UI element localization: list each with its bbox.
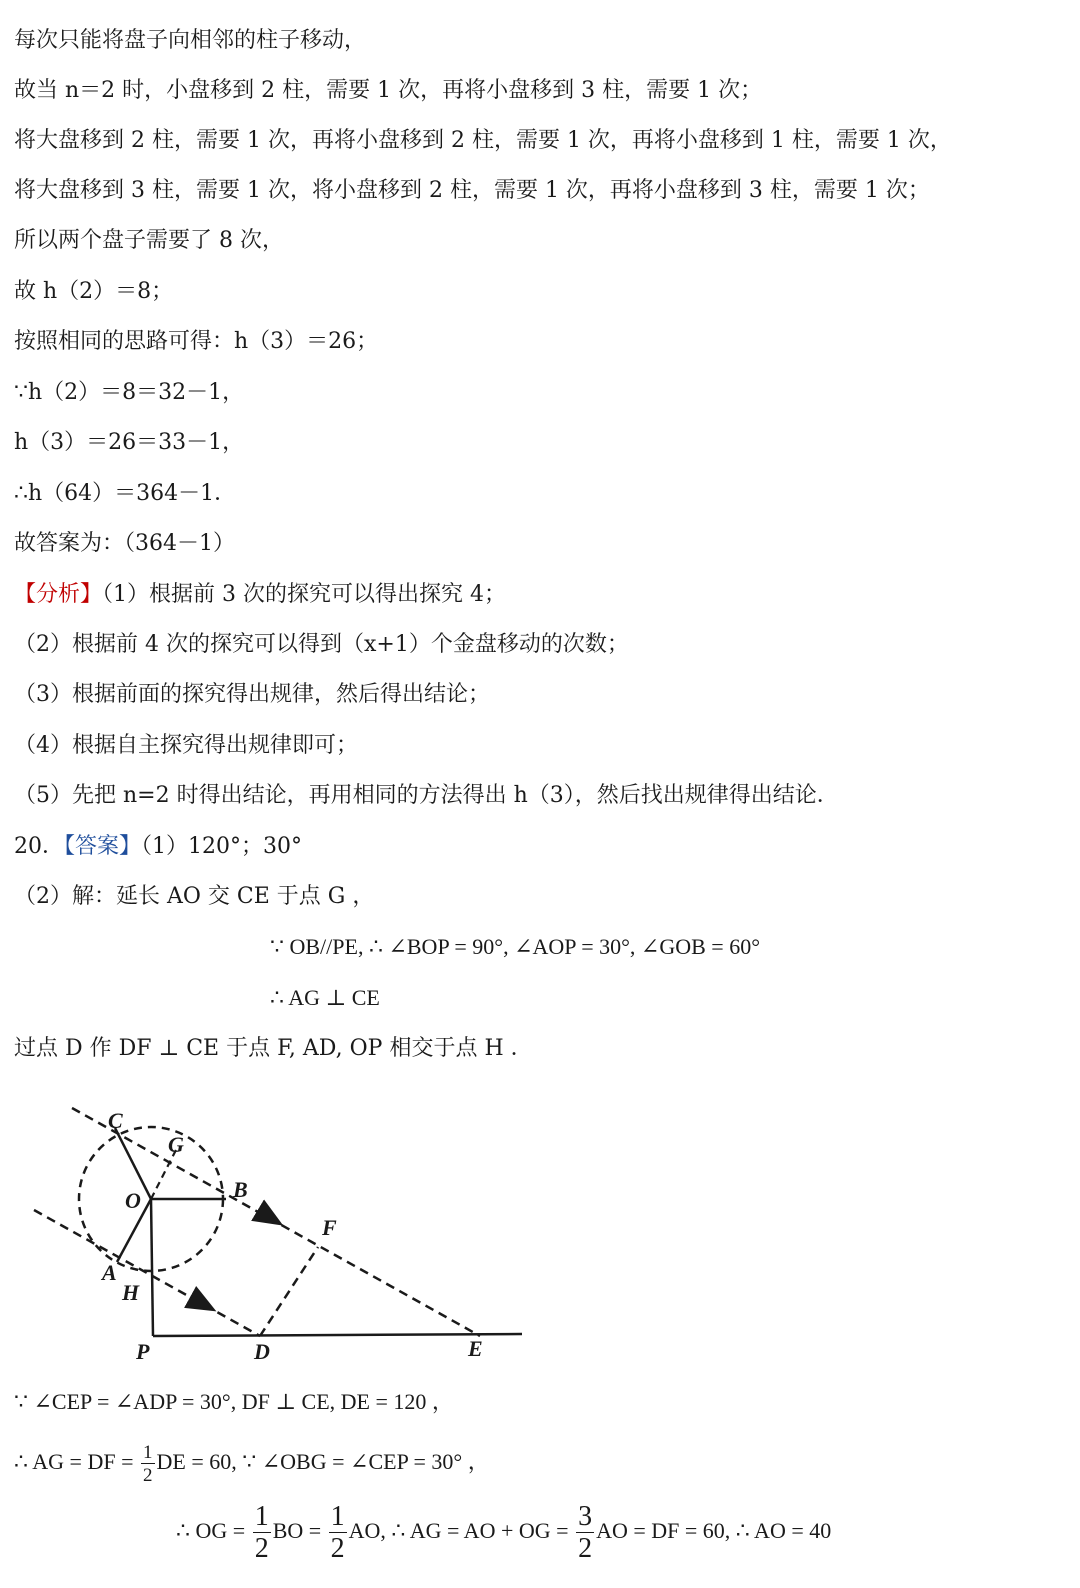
text-line-10: ∴h（64）＝364－1．: [14, 481, 237, 506]
equation-5: [176, 1496, 831, 1566]
q20-number: 20．: [14, 834, 64, 859]
point-label-b: B: [233, 1177, 248, 1202]
construction-line: 过点 D 作 DF ⊥ CE 于点 F, AD, OP 相交于点 H ．: [14, 1036, 533, 1061]
equation-4-part-a: ∴ AG = DF =: [14, 1449, 139, 1474]
equation-1: ∵ OB//PE, ∴ ∠BOP = 90°, ∠AOP = 30°, ∠GOB = 60°: [270, 934, 760, 959]
point-label-h: H: [122, 1280, 140, 1305]
fraction-1: [253, 1500, 271, 1564]
point-label-e: E: [468, 1336, 483, 1361]
text-line-11: 故答案为：（364－1）: [14, 531, 235, 556]
equation-5-part-c: AO, ∴ AG = AO + OG =: [348, 1518, 575, 1543]
fraction-3: [576, 1500, 594, 1564]
equation-4: [14, 1440, 490, 1485]
text-line-4: 将大盘移到 3 柱，需要 1 次，将小盘移到 2 柱，需要 1 次，再将小盘移到 3 柱，需要 1 次；: [14, 178, 930, 203]
text-line-8: ∵h（2）＝8＝32－1，: [14, 380, 245, 405]
point-label-c: C: [108, 1108, 123, 1133]
equation-4-part-b: DE = 60, ∵ ∠OBG = ∠CEP = 30° ，: [156, 1449, 490, 1474]
point-label-a: A: [102, 1260, 117, 1285]
q20-answer-line: [14, 832, 302, 862]
point-label-p: P: [136, 1339, 150, 1364]
text-line-2: 故当 n＝2 时，小盘移到 2 柱，需要 1 次，再将小盘移到 3 柱，需要 1 次；: [14, 78, 763, 103]
fraction-numerator: 1: [254, 1500, 269, 1532]
fraction-one-half: [141, 1443, 155, 1485]
q20-answer: （1）120°；30°: [141, 834, 302, 859]
text-line-6: 故 h（2）＝8；: [14, 279, 174, 304]
text-line-7: 按照相同的思路可得：h（3）＝26；: [14, 329, 379, 354]
equation-3: ∵ ∠CEP = ∠ADP = 30°, DF ⊥ CE, DE = 120 ，: [14, 1389, 454, 1414]
geometry-diagram: [14, 1094, 534, 1370]
text-line-1: 每次只能将盘子向相邻的柱子移动，: [14, 28, 367, 53]
fraction-denominator: 2: [254, 1532, 269, 1564]
q20-part2-line: （2）解：延长 AO 交 CE 于点 G ，: [14, 884, 375, 909]
text-line-5: 所以两个盘子需要了 8 次，: [14, 228, 284, 253]
answer-tag: 【答案】: [64, 834, 142, 859]
analysis-tag: 【分析】: [14, 582, 103, 607]
fraction-denominator: 2: [578, 1532, 593, 1564]
point-label-d: D: [254, 1339, 270, 1364]
analysis-line-2: （2）根据前 4 次的探究可以得到（x+1）个金盘移动的次数；: [14, 632, 629, 657]
fraction-denominator: 2: [143, 1464, 153, 1486]
analysis-first: （1）根据前 3 次的探究可以得出探究 4；: [102, 582, 506, 607]
geometry-figure: [14, 1094, 534, 1370]
equation-5-part-a: ∴ OG =: [176, 1518, 251, 1543]
fraction-numerator: 1: [330, 1500, 345, 1532]
analysis-line-1: [14, 580, 506, 610]
equation-2: ∴ AG ⊥ CE: [270, 985, 380, 1010]
text-line-9: h（3）＝26＝33－1，: [14, 430, 245, 455]
text-line-3: 将大盘移到 2 柱，需要 1 次，再将小盘移到 2 柱，需要 1 次，再将小盘移到 1 柱，需要 1 次，: [14, 128, 952, 153]
line-ad: [34, 1210, 260, 1336]
fraction-denominator: 2: [330, 1532, 345, 1564]
segment-pe: [153, 1334, 522, 1336]
arrow-ce: [259, 1211, 279, 1223]
analysis-line-4: （4）根据自主探究得出规律即可；: [14, 733, 358, 758]
equation-5-part-d: AO = DF = 60, ∴ AO = 40: [596, 1518, 832, 1543]
fraction-numerator: 1: [143, 1441, 153, 1463]
equation-5-part-b: BO =: [272, 1518, 327, 1543]
point-label-o: O: [125, 1188, 141, 1213]
analysis-line-5: （5）先把 n=2 时得出结论，再用相同的方法得出 h（3），然后找出规律得出结论．: [14, 783, 839, 808]
point-label-g: G: [168, 1132, 184, 1157]
analysis-line-3: （3）根据前面的探究得出规律，然后得出结论；: [14, 682, 490, 707]
fraction-numerator: 3: [578, 1500, 593, 1532]
segment-df: [260, 1247, 318, 1336]
arrow-ad: [192, 1298, 212, 1309]
segment-op: [151, 1199, 153, 1336]
fraction-2: [329, 1500, 347, 1564]
point-label-f: F: [322, 1215, 337, 1240]
